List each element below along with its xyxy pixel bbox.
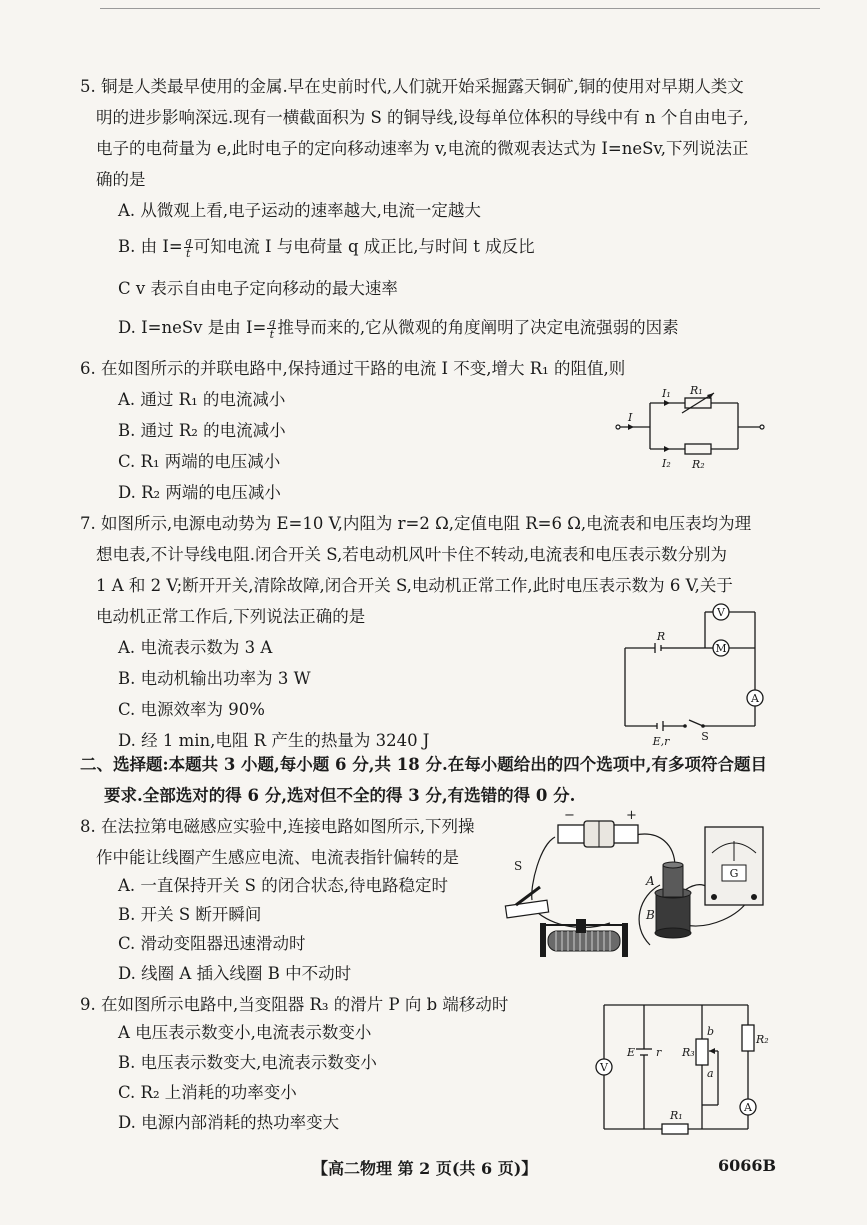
- q6-option-a: A. 通过 R₁ 的电流减小: [118, 390, 286, 409]
- q5-fraction-q-over-t: [267, 317, 276, 340]
- label-R2: R₂: [692, 458, 705, 471]
- label-S: S: [701, 730, 709, 743]
- label-I1: I₁: [662, 387, 671, 400]
- q9-option-d: D. 电源内部消耗的热功率变大: [118, 1113, 340, 1132]
- label-R1: R₁: [690, 385, 703, 397]
- label-I2: I₂: [662, 457, 671, 470]
- q5-option-a: A. 从微观上看,电子运动的速率越大,电流一定越大: [118, 201, 481, 220]
- q7-option-c: C. 电源效率为 90%: [118, 700, 265, 719]
- galvanometer: [705, 827, 763, 905]
- q8-faraday-experiment-figure: [500, 805, 775, 985]
- q9-rheostat-circuit-diagram: [590, 995, 770, 1140]
- label-r: r: [656, 1046, 662, 1059]
- q6-stem: 6. 在如图所示的并联电路中,保持通过干路的电流 I 不变,增大 R₁ 的阻值,则: [80, 359, 626, 378]
- current-arrow-icon: [628, 424, 634, 430]
- label-Er: E,r: [652, 735, 670, 748]
- q9-option-a: A 电压表示数变小,电流表示数变小: [118, 1023, 372, 1042]
- q7-stem-line-4: 电动机正常工作后,下列说法正确的是: [96, 607, 366, 626]
- section-2-heading-line-1: 二、选择题:本题共 3 小题,每小题 6 分,共 18 分.在每小题给出的四个选项中,有多项符合题目: [80, 755, 767, 774]
- q5-stem-line-3: 电子的电荷量为 e,此时电子的定向移动速率为 v,电流的微观表达式为 I=neSv,下列说法正: [96, 139, 749, 158]
- q6-option-b: B. 通过 R₂ 的电流减小: [118, 421, 286, 440]
- q5-stem-line-4: 确的是: [96, 170, 146, 189]
- q8-option-d: D. 线圈 A 插入线圈 B 中不动时: [118, 964, 352, 983]
- label-switch-S: S: [514, 859, 523, 873]
- page-footer-title: 【高二物理 第 2 页(共 6 页)】: [312, 1159, 538, 1178]
- terminal-left: [616, 425, 620, 429]
- label-V: V: [600, 1061, 608, 1074]
- battery: [558, 821, 638, 847]
- label-R3: R₃: [682, 1046, 695, 1059]
- q7-stem-line-1: 7. 如图所示,电源电动势为 E=10 V,内阻为 r=2 Ω,定值电阻 R=6 Ω,电流表和电压表均为理: [80, 514, 752, 533]
- q8-stem-line-1: 8. 在法拉第电磁感应实验中,连接电路如图所示,下列操: [80, 817, 475, 836]
- rheostat-r3: [696, 1039, 708, 1065]
- q9-option-b: B. 电压表示数变大,电流表示数变小: [118, 1053, 377, 1072]
- q7-option-d: D. 经 1 min,电阻 R 产生的热量为 3240 J: [118, 731, 430, 750]
- switch-contact: [683, 724, 687, 728]
- coil-a: [663, 862, 683, 897]
- fraction-numerator: q: [268, 316, 276, 329]
- label-I: I: [628, 411, 633, 424]
- label-G: G: [729, 867, 739, 880]
- q8-option-b: B. 开关 S 断开瞬间: [118, 905, 262, 924]
- q5-stem-line-2: 明的进步影响深远.现有一横截面积为 S 的铜导线,设每单位体积的导线中有 n 个自由电子,: [96, 108, 749, 127]
- q9-stem: 9. 在如图所示电路中,当变阻器 R₃ 的滑片 P 向 b 端移动时: [80, 995, 509, 1014]
- page-top-rule: [100, 8, 820, 9]
- q5-option-d: [118, 317, 679, 340]
- fraction-denominator: t: [269, 328, 275, 341]
- switch-contact: [701, 724, 705, 728]
- battery-plus-label: +: [626, 808, 637, 823]
- q5-option-d-prefix: D. I=neSv 是由 I=: [118, 318, 267, 337]
- q8-option-a: A. 一直保持开关 S 的闭合状态,待电路稳定时: [118, 876, 448, 895]
- label-M: M: [715, 642, 727, 655]
- label-A: A: [744, 1101, 752, 1114]
- q6-parallel-circuit-diagram: [610, 385, 770, 475]
- label-V: V: [717, 606, 725, 619]
- q5-option-b: [118, 236, 535, 259]
- paper-code: 6066B: [718, 1156, 777, 1175]
- label-R2: R₂: [756, 1033, 769, 1046]
- label-R: R: [656, 630, 666, 643]
- q5-option-b-suffix: 可知电流 I 与电荷量 q 成正比,与时间 t 成反比: [193, 237, 535, 256]
- terminal-right: [760, 425, 764, 429]
- current-arrow-icon: [664, 400, 670, 406]
- q7-stem-line-3: 1 A 和 2 V;断开开关,清除故障,闭合开关 S,电动机正常工作,此时电压表示数为 6 V,关于: [96, 576, 733, 595]
- q9-option-c: C. R₂ 上消耗的功率变小: [118, 1083, 297, 1102]
- battery-minus-label: −: [564, 808, 575, 823]
- q5-fraction-q-over-t: [184, 236, 193, 259]
- label-A: A: [751, 692, 759, 705]
- q7-option-b: B. 电动机输出功率为 3 W: [118, 669, 311, 688]
- q5-option-c: C v 表示自由电子定向移动的最大速率: [118, 279, 398, 298]
- q7-motor-circuit-diagram: [615, 598, 775, 748]
- label-b: b: [707, 1025, 715, 1038]
- resistor-r1: [662, 1124, 688, 1134]
- fraction-numerator: q: [184, 235, 192, 248]
- q7-option-a: A. 电流表示数为 3 A: [118, 638, 273, 657]
- q7-stem-line-2: 想电表,不计导线电阻.闭合开关 S,若电动机风叶卡住不转动,电流表和电压表示数分别为: [96, 545, 727, 564]
- fraction-denominator: t: [186, 247, 191, 260]
- q6-option-d: D. R₂ 两端的电压减小: [118, 483, 281, 502]
- q5-stem-line-1: 5. 铜是人类最早使用的金属.早在史前时代,人们就开始采掘露天铜矿,铜的使用对早期人类文: [80, 77, 744, 96]
- q5-option-d-suffix: 推导而来的,它从微观的角度阐明了决定电流强弱的因素: [277, 318, 679, 337]
- label-R1: R₁: [670, 1109, 683, 1122]
- q6-option-c: C. R₁ 两端的电压减小: [118, 452, 281, 471]
- current-arrow-icon: [664, 446, 670, 452]
- label-coil-A: A: [646, 874, 655, 888]
- slider-arrow-icon: [709, 1048, 715, 1054]
- section-2-heading-line-2: 要求.全部选对的得 6 分,选对但不全的得 3 分,有选错的得 0 分.: [104, 786, 576, 805]
- switch-s: [505, 887, 548, 918]
- q8-option-c: C. 滑动变阻器迅速滑动时: [118, 934, 306, 953]
- label-a: a: [707, 1067, 714, 1080]
- sliding-rheostat: [540, 919, 628, 957]
- label-E: E: [627, 1046, 636, 1059]
- label-coil-B: B: [646, 908, 655, 922]
- q8-stem-line-2: 作中能让线圈产生感应电流、电流表指针偏转的是: [96, 848, 459, 867]
- q5-option-b-prefix: B. 由 I=: [118, 237, 183, 256]
- resistor-r2: [742, 1025, 754, 1051]
